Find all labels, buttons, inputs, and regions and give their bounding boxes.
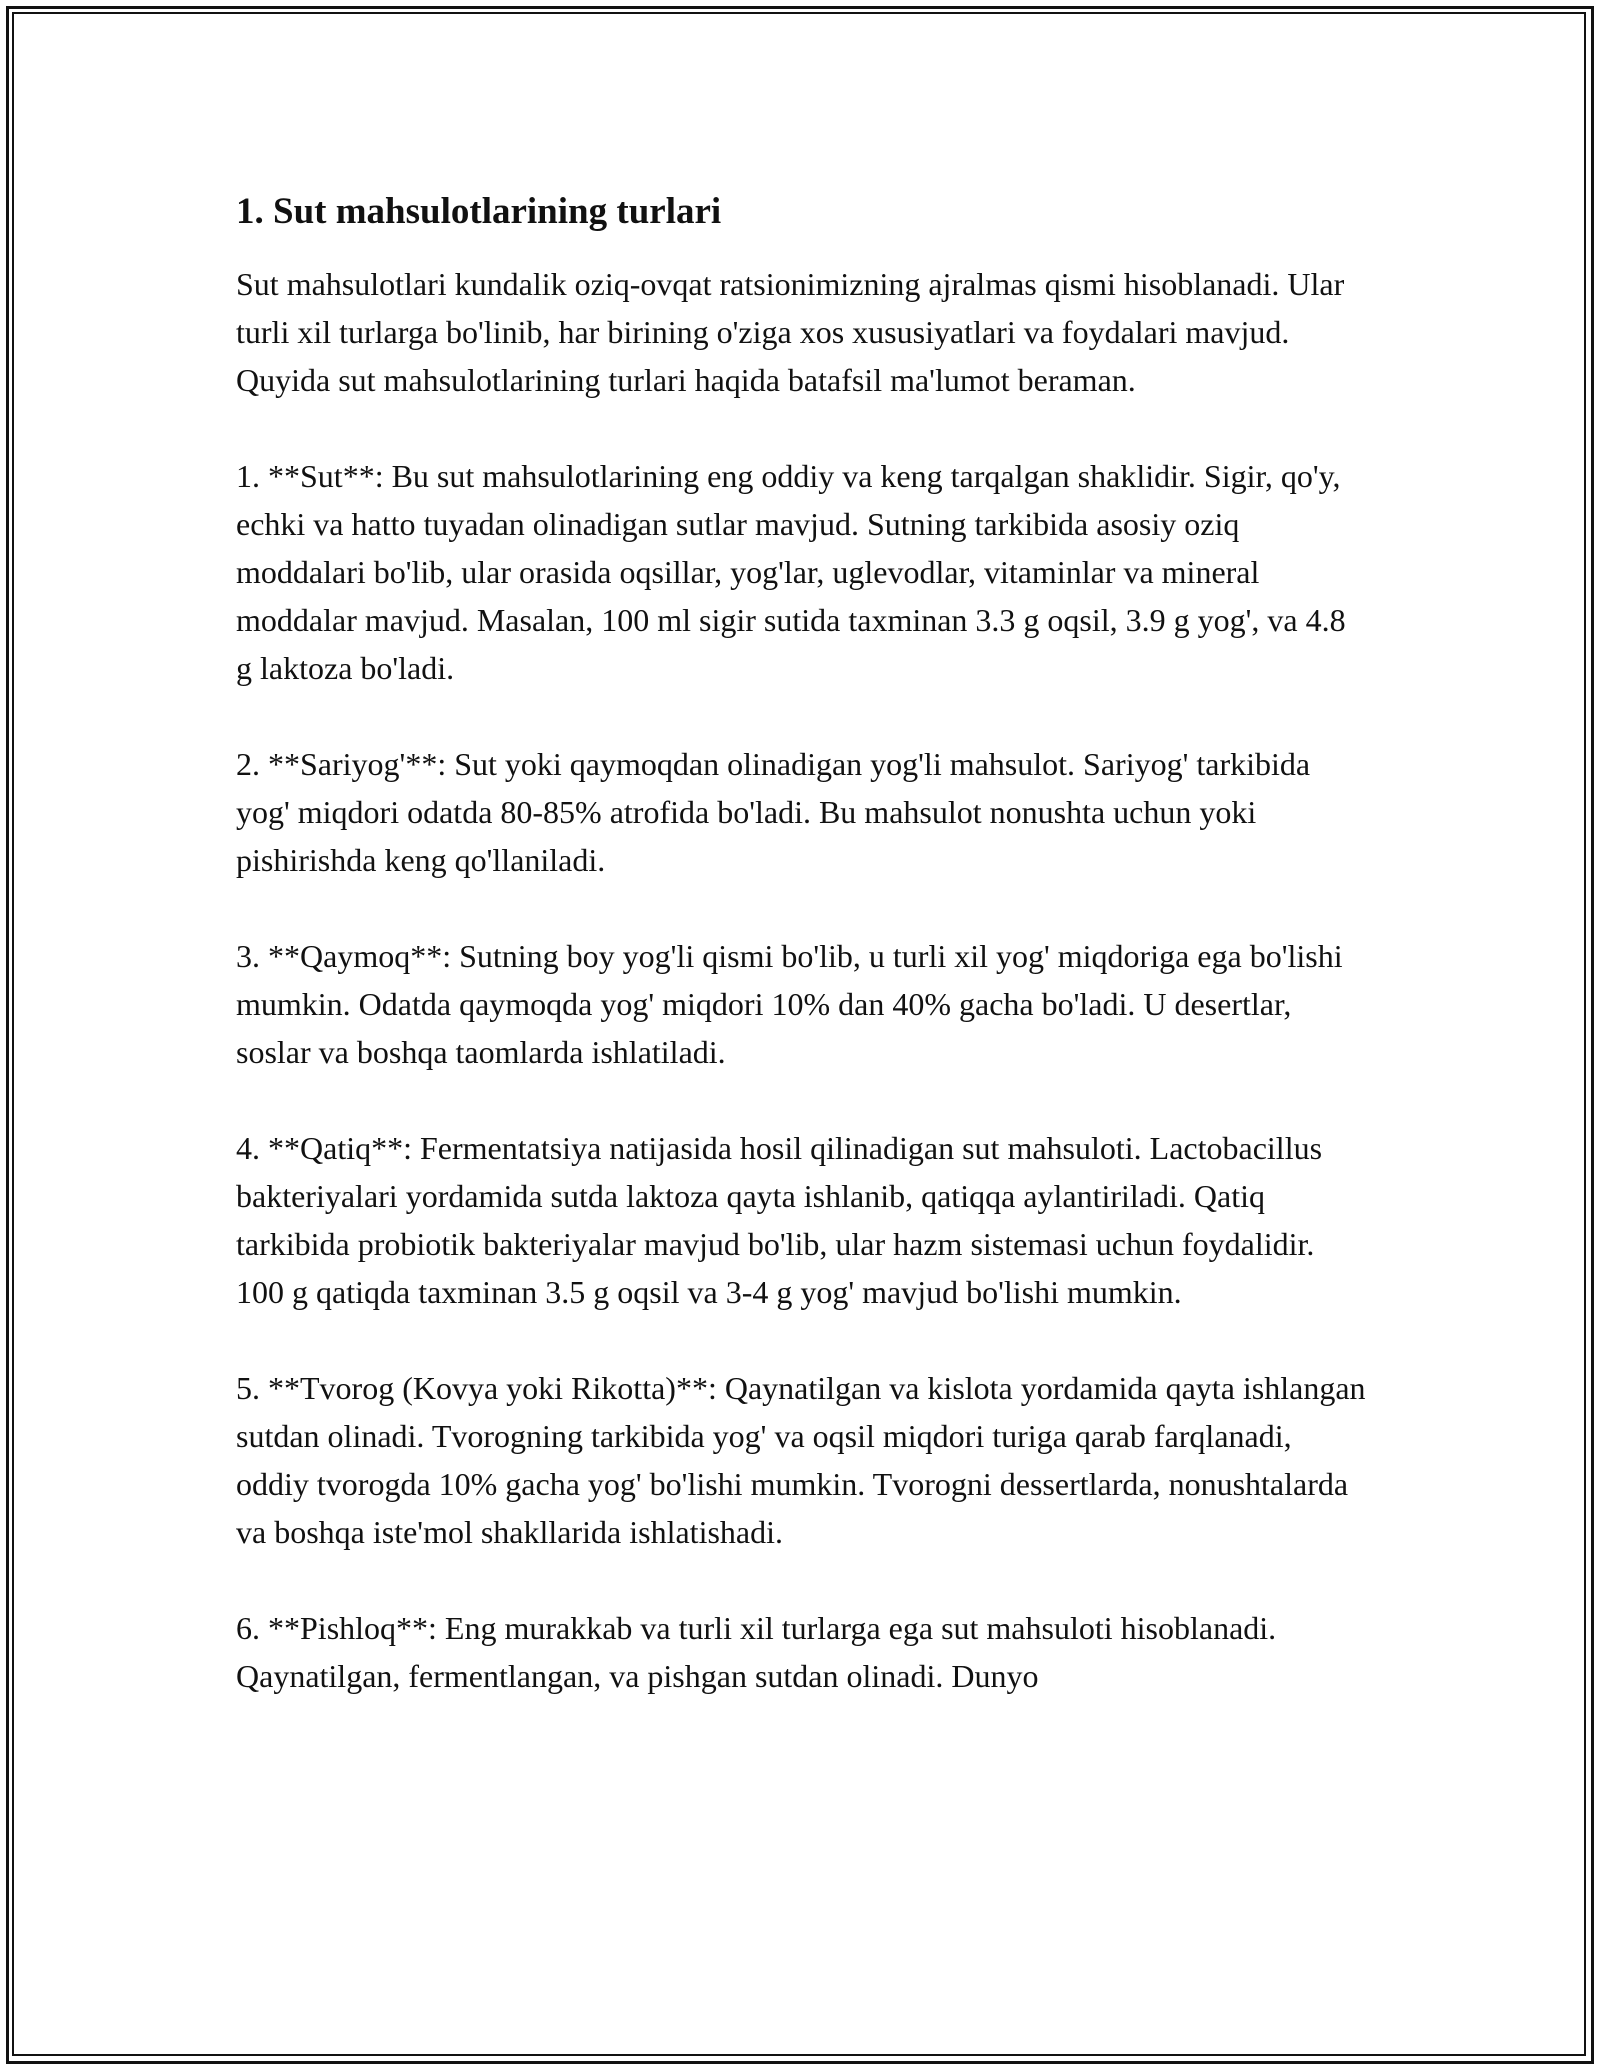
document-body xyxy=(236,188,1366,1748)
item-pishloq-paragraph: 6. **Pishloq**: Eng murakkab va turli xil turlarga ega sut mahsuloti hisoblanadi. Qaynatilgan, fermentlangan, va pishgan sutdan olinadi. Dunyo xyxy=(236,1610,1277,1694)
item-qaymoq-paragraph: 3. **Qaymoq**: Sutning boy yog'li qismi bo'lib, u turli xil yog' miqdoriga ega bo'lishi mumkin. Odatda qaymoqda yog' miqdori 10% dan 40% gacha bo'ladi. U desertlar, soslar va boshqa taomlarda ishlatiladi. xyxy=(236,938,1343,1070)
item-sut-paragraph: 1. **Sut**: Bu sut mahsulotlarining eng oddiy va keng tarqalgan shaklidir. Sigir, qo'y, echki va hatto tuyadan olinadigan sutlar mavjud. Sutning tarkibida asosiy oziq moddalari bo'lib, ular orasida oqsillar, yog'lar, uglevodlar, vitaminlar va mineral moddalar mavjud. Masalan, 100 ml sigir sutida taxminan 3.3 g oqsil, 3.9 g yog', va 4.8 g laktoza bo'ladi. xyxy=(236,458,1346,686)
section-heading: 1. Sut mahsulotlarining turlari xyxy=(236,191,722,232)
item-tvorog-paragraph: 5. **Tvorog (Kovya yoki Rikotta)**: Qaynatilgan va kislota yordamida qayta ishlangan sutdan olinadi. Tvorogning tarkibida yog' va oqsil miqdori turiga qarab farqlanadi, oddiy tvorogda 10% gacha yog' bo'lishi mumkin. Tvorogni dessertlarda, nonushtalarda va boshqa iste'mol shakllarida ishlatishadi. xyxy=(236,1370,1366,1550)
intro-paragraph: Sut mahsulotlari kundalik oziq-ovqat ratsionimizning ajralmas qismi hisoblanadi. Ular turli xil turlarga bo'linib, har birining o'ziga xos xususiyatlari va foydalari mavjud. Quyida sut mahsulotlarining turlari haqida batafsil ma'lumot beraman. xyxy=(236,266,1345,398)
item-qatiq-paragraph: 4. **Qatiq**: Fermentatsiya natijasida hosil qilinadigan sut mahsuloti. Lactobacillus bakteriyalari yordamida sutda laktoza qayta ishlanib, qatiqqa aylantiriladi. Qatiq tarkibida probiotik bakteriyalar mavjud bo'lib, ular hazm sistemasi uchun foydalidir. 100 g qatiqda taxminan 3.5 g oqsil va 3-4 g yog' mavjud bo'lishi mumkin. xyxy=(236,1130,1323,1310)
item-sariyog-paragraph: 2. **Sariyog'**: Sut yoki qaymoqdan olinadigan yog'li mahsulot. Sariyog' tarkibida yog' miqdori odatda 80-85% atrofida bo'ladi. Bu mahsulot nonushta uchun yoki pishirishda keng qo'llaniladi. xyxy=(236,746,1311,878)
